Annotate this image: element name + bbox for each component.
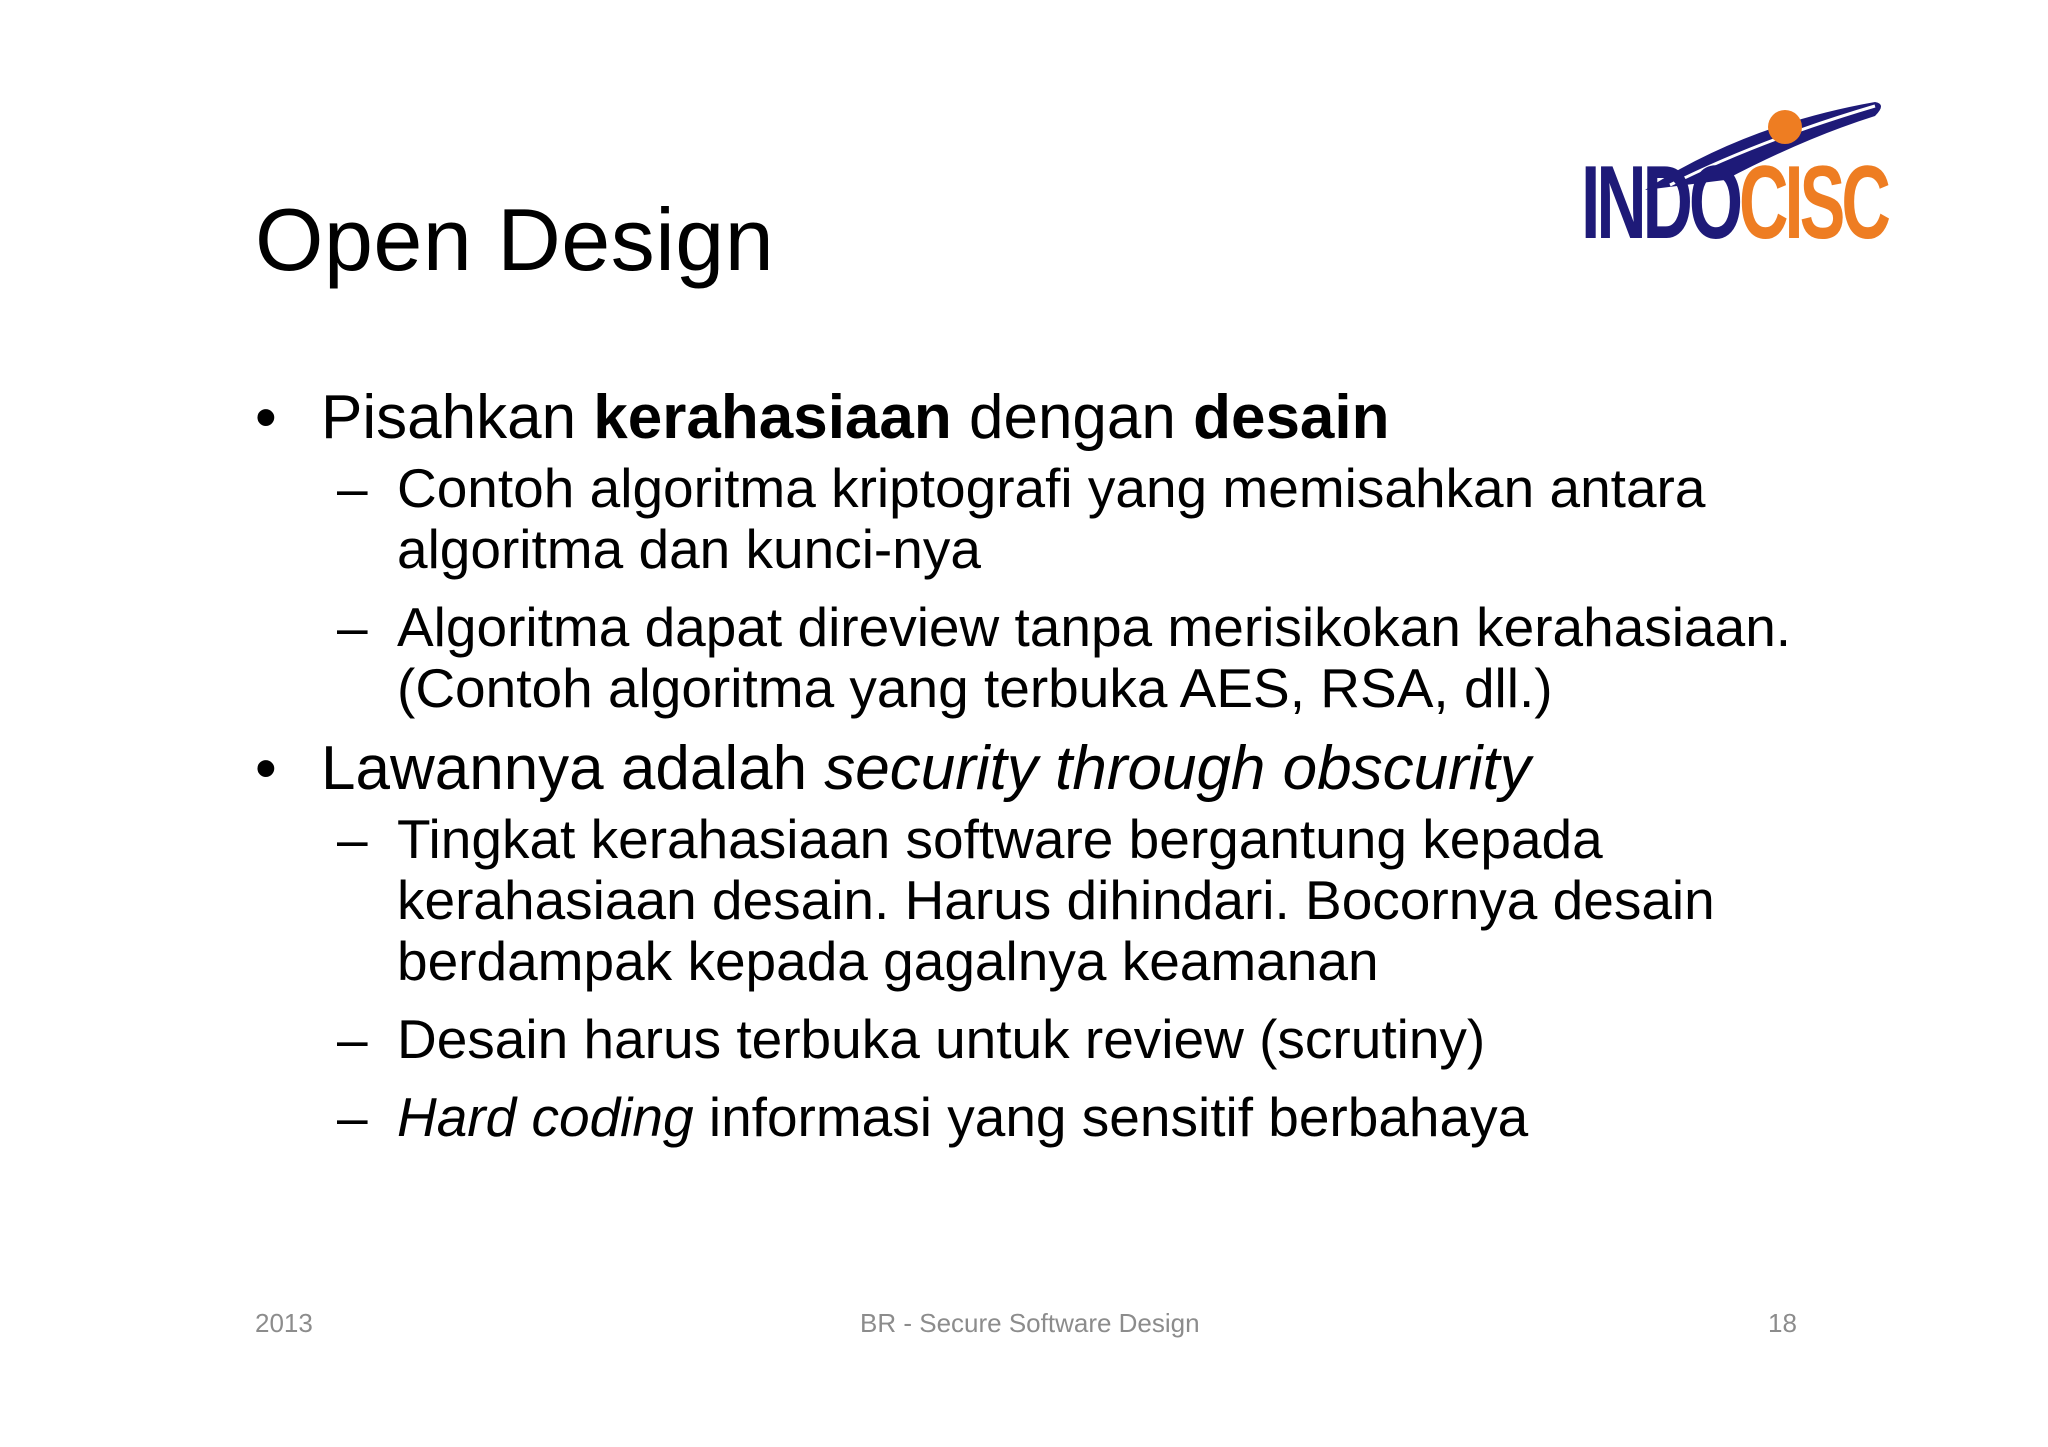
text-run: Contoh algoritma kriptografi yang memisahkan antara algoritma dan kunci-nya bbox=[397, 457, 1706, 580]
logo-text-cisc: CISC bbox=[1739, 145, 1890, 250]
text-run: Tingkat kerahasiaan software bergantung kepada kerahasiaan desain. Harus dihindari. Bocornya desain berdampak kepada gagalnya keamanan bbox=[397, 808, 1715, 992]
text-run: security through obscurity bbox=[824, 734, 1531, 803]
footer-title: BR - Secure Software Design bbox=[860, 1308, 1200, 1338]
dash-marker: – bbox=[337, 808, 368, 870]
bullet-list bbox=[255, 383, 1815, 1148]
dash-marker: – bbox=[337, 1086, 368, 1148]
logo-dot bbox=[1768, 110, 1802, 144]
text-run: Hard coding bbox=[397, 1086, 694, 1148]
text-run: Algoritma dapat direview tanpa merisikokan kerahasiaan. (Contoh algoritma yang terbuka AES, RSA, dll.) bbox=[397, 596, 1792, 719]
sub-bullet-item bbox=[337, 808, 1815, 992]
dash-marker: – bbox=[337, 596, 368, 658]
dash-marker: – bbox=[337, 457, 368, 519]
sub-bullet-item bbox=[337, 596, 1815, 719]
text-run: Desain harus terbuka untuk review (scrutiny) bbox=[397, 1008, 1486, 1070]
logo-text-indo: INDO bbox=[1581, 145, 1741, 250]
bullet-marker: • bbox=[255, 383, 277, 452]
text-run: kerahasiaan bbox=[593, 383, 952, 452]
dash-marker: – bbox=[337, 1008, 368, 1070]
indocisc-logo bbox=[1575, 90, 1895, 250]
footer-date: 2013 bbox=[255, 1308, 313, 1338]
text-run: Lawannya adalah bbox=[321, 734, 825, 803]
text-run: dengan bbox=[951, 383, 1194, 452]
text-run: Pisahkan bbox=[321, 383, 594, 452]
text-run: informasi yang sensitif berbahaya bbox=[693, 1086, 1529, 1148]
bullet-item bbox=[255, 383, 1815, 452]
bullet-item bbox=[255, 734, 1815, 803]
sub-bullet-item bbox=[337, 457, 1815, 580]
text-run: desain bbox=[1193, 383, 1390, 452]
sub-bullet-item bbox=[337, 1086, 1815, 1148]
sub-bullet-item bbox=[337, 1008, 1815, 1070]
slide-title: Open Design bbox=[255, 190, 775, 289]
bullet-marker: • bbox=[255, 734, 277, 803]
footer-page-number: 18 bbox=[1768, 1308, 1797, 1338]
